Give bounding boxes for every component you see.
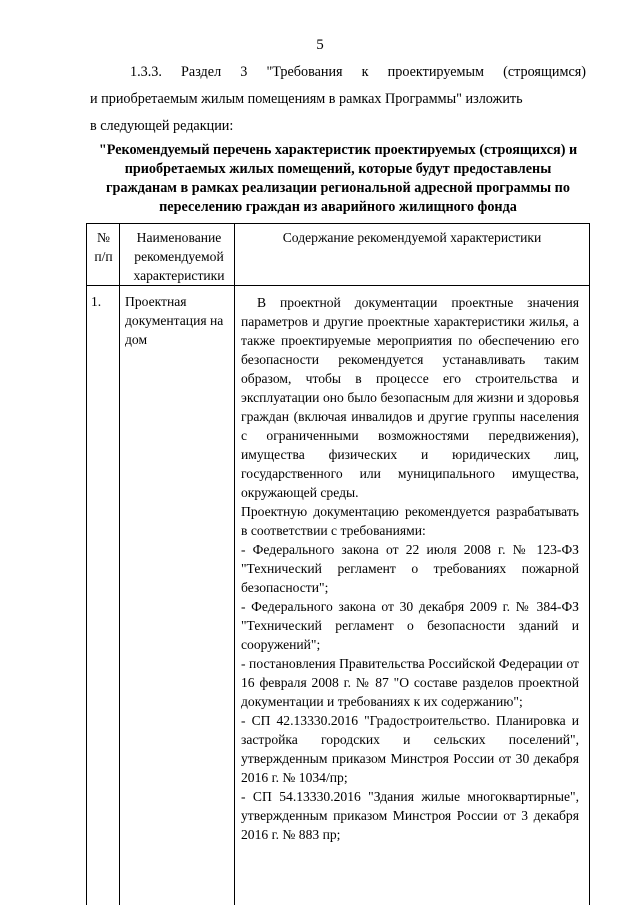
table-border-right [589,223,590,905]
content-paragraph: Проектную документацию рекомендуется разрабатывать в соответствии с требованиями: [241,504,579,538]
requirement-item: - СП 42.13330.2016 "Градостроительство. Планировка и застройка городских и сельских поселений", утвержденным приказом Минстроя России от 30 декабря 2016 г. № 1034/пр; [241,713,579,785]
table-border-left [86,223,87,905]
content-paragraph: В проектной документации проектные значения параметров и другие проектные характеристики жилья, а также проектируемые мероприятия по обеспечению его безопасности рекомендуется устанавливать таким образом, чтобы в процессе его строительства и эксплуатации оно было безопасным для жизни и здоровья граждан (включая инвалидов и другие группы населения с ограниченными возможностями передвижения), имущества физических и юридических лиц, государственного или муниципального имущества, окружающей среды. [241,295,579,500]
requirement-item: - постановления Правительства Российской Федерации от 16 февраля 2008 г. № 87 "О составе разделов проектной документации и требованиях к их содержанию"; [241,656,579,709]
page-number: 5 [316,37,324,53]
row-characteristic-name: Проектная документация на дом [125,294,224,347]
requirement-item: - Федерального закона от 30 декабря 2009 г. № 384-ФЗ "Технический регламент о безопасности зданий и сооружений"; [241,599,579,652]
characteristics-table [86,223,590,905]
table-border-top [86,223,590,224]
header-number: № п/п [94,230,113,264]
section-heading: "Рекомендуемый перечень характеристик проектируемых (строящихся) и приобретаемых жилых помещений, которые будут предоставлены гражданам в рамках реализации региональной адресной программы по переселению граждан из аварийного жилищного фонда [98,142,578,215]
intro-line-3: в следующей редакции: [90,118,234,134]
table-divider-1 [119,223,120,905]
table-header-rule [86,285,590,286]
intro-line-1: 1.3.3. Раздел 3 "Требования к проектируемым (строящимся) [130,64,586,80]
intro-line-2: и приобретаемым жилым помещениям в рамках Программы" изложить [90,91,523,107]
requirement-item: - СП 54.13330.2016 "Здания жилые многоквартирные", утвержденным приказом Минстроя России от 3 декабря 2016 г. № 883 пр; [241,789,579,842]
header-characteristic-content: Содержание рекомендуемой характеристики [282,230,542,245]
header-characteristic-name: Наименование рекомендуемой характеристики [133,230,225,283]
amendment-intro [90,59,586,140]
table-divider-2 [234,223,235,905]
requirement-item: - Федерального закона от 22 июля 2008 г. № 123-ФЗ "Технический регламент о требованиях пожарной безопасности"; [241,542,579,595]
row-characteristic-content [241,293,579,844]
row-number: 1. [91,294,102,309]
